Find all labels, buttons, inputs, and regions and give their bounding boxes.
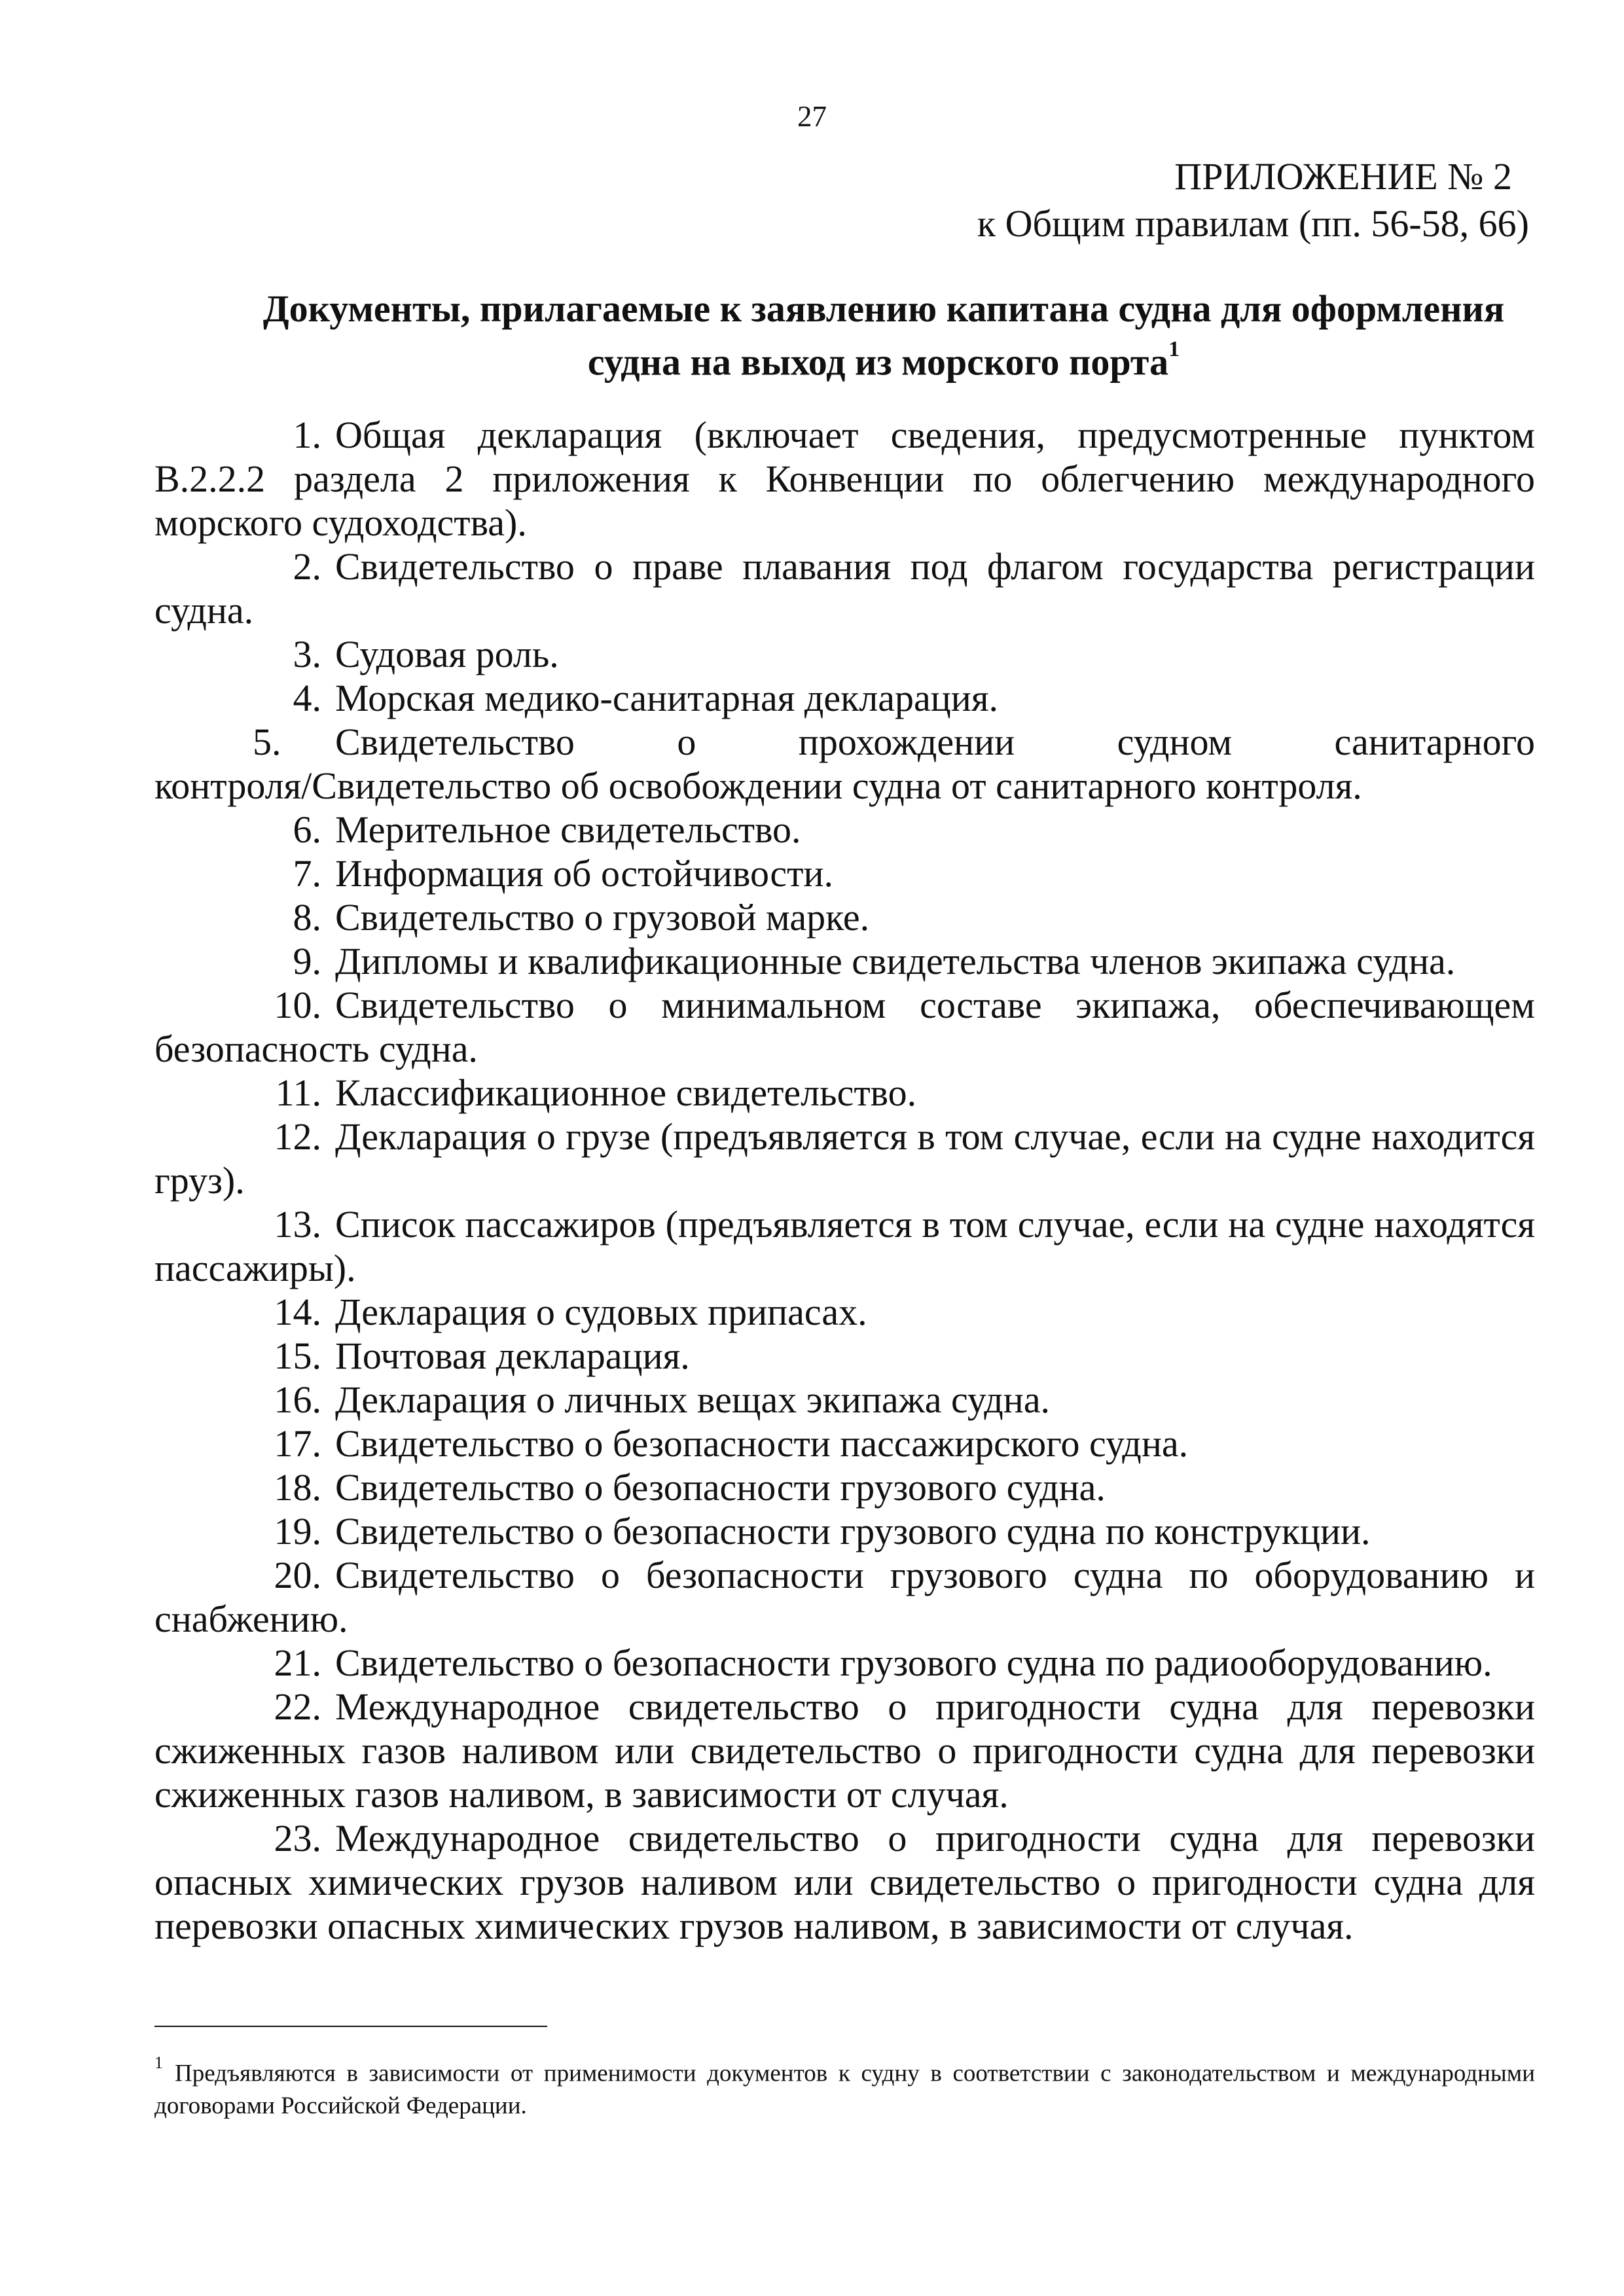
list-item-text: Общая декларация (включает сведения, предусмотренные пунктом B.2.2.2 раздела 2 приложения к Конвенции по облегчению международного морского судоходства). <box>154 414 1535 544</box>
appendix-header <box>977 153 1529 247</box>
list-item-number: 4. <box>293 677 321 719</box>
footnote-text: Предъявляются в зависимости от применимости документов к судну в соответствии с законодательством и международными договорами Российской Федерации. <box>154 2060 1535 2120</box>
list-item-text: Список пассажиров (предъявляется в том случае, если на судне находятся пассажиры). <box>154 1203 1535 1289</box>
document-title-line-2-text: судна на выход из морского порта <box>587 340 1169 384</box>
list-item-number: 1. <box>293 414 321 456</box>
list-item-text: Свидетельство о безопасности грузового судна по радиооборудованию. <box>335 1641 1492 1684</box>
list-item-text: Свидетельство о грузовой марке. <box>335 896 870 939</box>
list-item <box>154 1509 1535 1553</box>
document-title-line-2 <box>236 332 1532 385</box>
list-item <box>154 1553 1535 1641</box>
footnote-mark: 1 <box>154 2053 163 2072</box>
list-item <box>154 895 1535 939</box>
list-item-text: Международное свидетельство о пригодности судна для перевозки опасных химических грузов наливом или свидетельство о пригодности судна для перевозки опасных химических грузов наливом, в зависимости от случая. <box>154 1817 1535 1947</box>
page-number: 27 <box>797 100 827 133</box>
list-item-number: 2. <box>293 545 321 588</box>
list-item-text: Декларация о личных вещах экипажа судна. <box>335 1378 1051 1421</box>
list-item <box>154 1115 1535 1202</box>
list-item-number: 14. <box>274 1291 321 1333</box>
list-item <box>154 676 1535 720</box>
list-item <box>154 852 1535 895</box>
list-item <box>154 1071 1535 1115</box>
document-title <box>236 286 1532 385</box>
document-title-line-1: Документы, прилагаемые к заявлению капитана судна для оформления <box>262 287 1505 330</box>
list-item-number: 10. <box>274 984 321 1026</box>
list-item-continuation <box>154 764 1535 808</box>
list-item-number: 3. <box>293 633 321 675</box>
list-item-text: Информация об остойчивости. <box>335 852 834 895</box>
appendix-subtitle: к Общим правилам (пп. 56-58, 66) <box>977 202 1529 245</box>
list-item <box>154 808 1535 852</box>
list-item-number: 15. <box>274 1335 321 1377</box>
list-item <box>154 939 1535 983</box>
list-item-number: 21. <box>274 1641 321 1684</box>
footnote <box>154 2051 1535 2123</box>
list-item-number: 9. <box>293 940 321 982</box>
list-item-text: Классификационное свидетельство. <box>335 1071 917 1114</box>
list-item <box>154 983 1535 1071</box>
list-item-text: Свидетельство о безопасности грузового судна по конструкции. <box>335 1510 1371 1552</box>
document-list <box>154 413 1535 1948</box>
list-item-number: 18. <box>274 1466 321 1509</box>
list-item-number: 20. <box>274 1554 321 1596</box>
list-item-text: Мерительное свидетельство. <box>335 808 801 851</box>
list-item <box>154 1202 1535 1290</box>
list-item-number: 5. <box>253 721 281 763</box>
list-item-text: Декларация о судовых припасах. <box>335 1291 867 1333</box>
list-item-text: Декларация о грузе (предъявляется в том случае, если на судне находится груз). <box>154 1115 1535 1202</box>
list-item <box>154 632 1535 676</box>
list-item-number: 11. <box>275 1071 321 1114</box>
list-item-number: 7. <box>293 852 321 895</box>
list-item-text: Почтовая декларация. <box>335 1335 690 1377</box>
list-item <box>154 1422 1535 1465</box>
list-item-text: Судовая роль. <box>335 633 559 675</box>
list-item-number: 13. <box>274 1203 321 1246</box>
list-item <box>154 413 1535 545</box>
list-item-text: Свидетельство о праве плавания под флагом государства регистрации судна. <box>154 545 1535 632</box>
list-item <box>154 545 1535 632</box>
list-item-number: 6. <box>293 808 321 851</box>
list-item-number: 16. <box>274 1378 321 1421</box>
list-item <box>154 1290 1535 1334</box>
list-item <box>154 1641 1535 1685</box>
footnote-separator <box>154 2026 547 2027</box>
list-item-text: Свидетельство о безопасности пассажирского судна. <box>335 1422 1189 1465</box>
list-item-text: Международное свидетельство о пригодности судна для перевозки сжиженных газов наливом или свидетельство о пригодности судна для перевозки сжиженных газов наливом, в зависимости от случая. <box>154 1685 1535 1816</box>
list-item-text-continuation: контроля/Свидетельство об освобождении судна от санитарного контроля. <box>154 764 1362 807</box>
list-item-number: 19. <box>274 1510 321 1552</box>
list-item-number: 12. <box>274 1115 321 1158</box>
list-item-number: 8. <box>293 896 321 939</box>
title-footnote-mark: 1 <box>1168 337 1180 361</box>
list-item-text: Свидетельство о прохождении судном санитарного <box>335 721 1535 763</box>
list-item-text: Свидетельство о безопасности грузового судна. <box>335 1466 1106 1509</box>
appendix-title: ПРИЛОЖЕНИЕ № 2 <box>1174 155 1512 198</box>
list-item <box>154 720 1535 764</box>
list-item <box>154 1378 1535 1422</box>
list-item-text: Дипломы и квалификационные свидетельства членов экипажа судна. <box>335 940 1456 982</box>
list-item-text: Свидетельство о безопасности грузового судна по оборудованию и снабжению. <box>154 1554 1535 1640</box>
list-item <box>154 1465 1535 1509</box>
list-item-number: 22. <box>274 1685 321 1728</box>
list-item-number: 17. <box>274 1422 321 1465</box>
list-item-text: Свидетельство о минимальном составе экипажа, обеспечивающем безопасность судна. <box>154 984 1535 1070</box>
list-item <box>154 1685 1535 1816</box>
list-item <box>154 1334 1535 1378</box>
list-item-number: 23. <box>274 1817 321 1859</box>
list-item-text: Морская медико-санитарная декларация. <box>335 677 999 719</box>
list-item <box>154 1816 1535 1948</box>
